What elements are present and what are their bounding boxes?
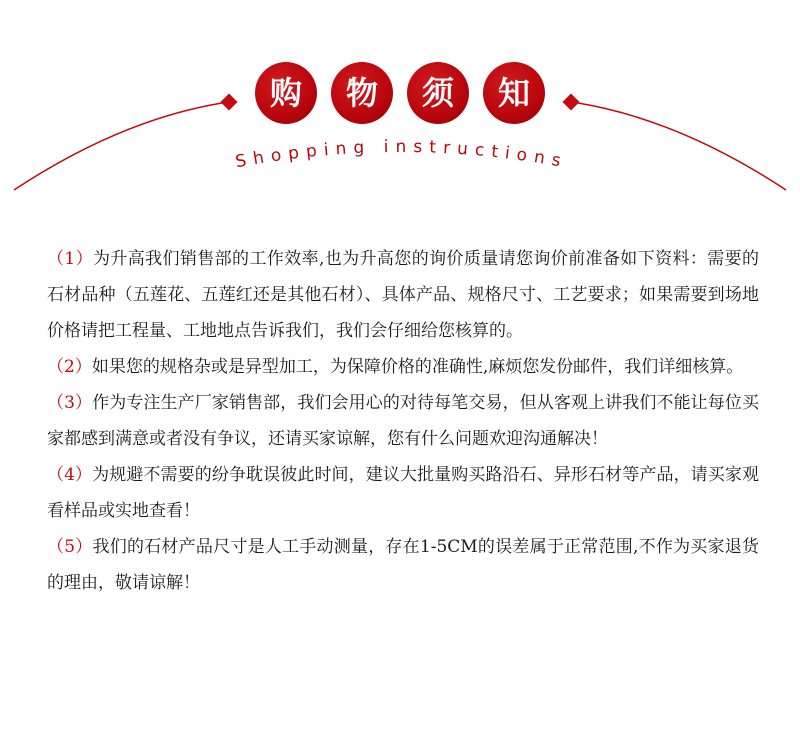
instruction-number: （3）	[47, 393, 93, 413]
instruction-2	[47, 349, 759, 385]
title-char-4: 知	[483, 62, 545, 124]
title-char-2: 物	[331, 62, 393, 124]
instruction-number: （5）	[47, 537, 93, 557]
instruction-text: 我们的石材产品尺寸是人工手动测量，存在1-5CM的误差属于正常范围,不作为买家退货的理由，敬请谅解！	[47, 537, 759, 593]
title-char-3: 须	[407, 62, 469, 124]
instruction-text: 如果您的规格杂或是异型加工，为保障价格的准确性,麻烦您发份邮件，我们详细核算。	[91, 357, 744, 377]
title-char-1: 购	[255, 62, 317, 124]
instruction-number: （1）	[47, 249, 93, 269]
page-title	[0, 62, 800, 124]
instruction-3	[47, 385, 759, 457]
subtitle-wrapper	[0, 132, 800, 192]
subtitle	[234, 137, 569, 172]
instruction-4	[47, 457, 759, 529]
instruction-5	[47, 529, 759, 601]
subtitle-text: Shopping instructions	[233, 136, 570, 173]
instructions-list	[47, 241, 759, 601]
instruction-number: （2）	[47, 357, 92, 377]
instruction-1	[47, 241, 759, 349]
instruction-number: （4）	[47, 465, 93, 485]
instruction-text: 作为专注生产厂家销售部，我们会用心的对待每笔交易，但从客观上讲我们不能让每位买家都感到满意或者没有争议，还请买家谅解，您有什么问题欢迎沟通解决！	[47, 393, 759, 449]
header-banner	[0, 0, 800, 210]
instruction-text: 为规避不需要的纷争耽误彼此时间，建议大批量购买路沿石、异形石材等产品，请买家观看样品或实地查看！	[47, 465, 759, 521]
instruction-text: 为升高我们销售部的工作效率,也为升高您的询价质量请您询价前准备如下资料：需要的石材品种（五莲花、五莲红还是其他石材）、具体产品、规格尺寸、工艺要求；如果需要到场地价格请把工程量、工地地点告诉我们，我们会仔细给您核算的。	[47, 249, 759, 341]
